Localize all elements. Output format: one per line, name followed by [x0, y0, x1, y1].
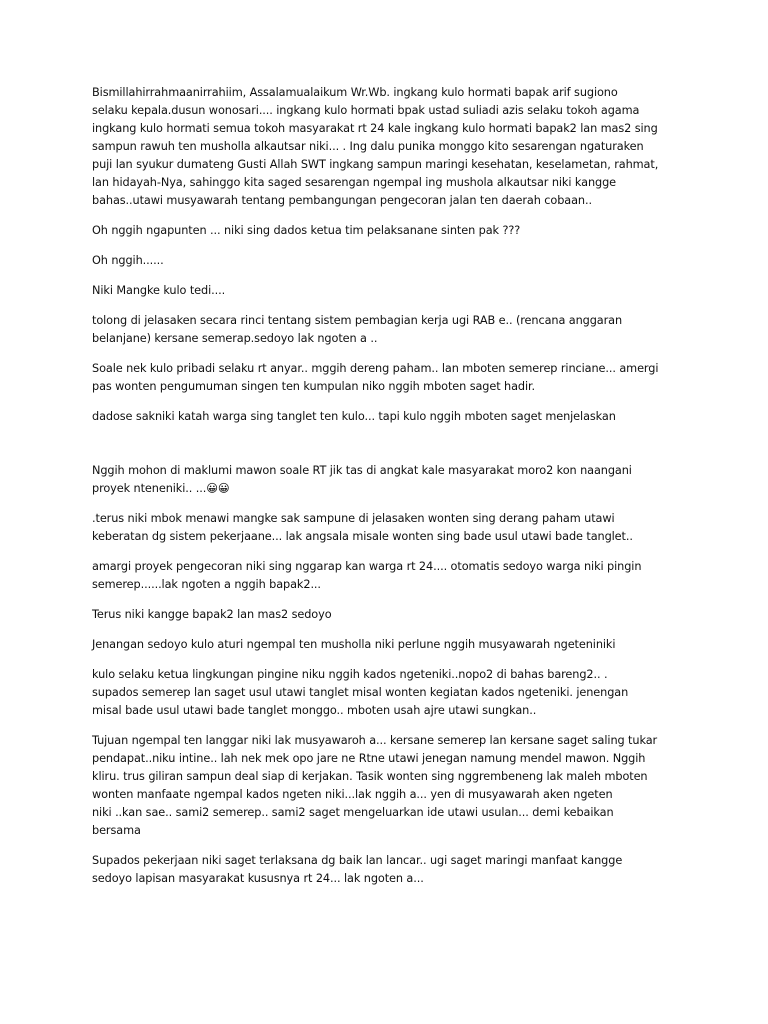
text-line: selaku kepala.dusun wonosari.... ingkang kulo hormati bpak ustad suliadi azis selaku tokoh agama [92, 104, 640, 117]
text-line: supados semerep lan saget usul utawi tanglet misal wonten kegiatan kados ngeteniki. jenengan [92, 686, 629, 699]
paragraph [92, 360, 682, 396]
paragraph [92, 558, 682, 594]
text-line: misal bade usul utawi bade tanglet monggo.. mboten usah ajre utawi sungkan.. [92, 704, 537, 717]
text-line: .terus niki mbok menawi mangke sak sampune di jelasaken wonten sing derang paham utawi [92, 512, 615, 525]
text-line: sedoyo lapisan masyarakat kususnya rt 24... lak ngoten a... [92, 872, 424, 885]
text-line: pendapat..niku intine.. lah nek mek opo jare ne Rtne utawi jenegan namung mendel mawon. Nggih [92, 752, 646, 765]
text-line: wonten manfaate ngempal kados ngeten niki...lak nggih a... yen di musyawarah aken ngeten [92, 788, 613, 801]
text-line: kulo selaku ketua lingkungan pingine niku nggih kados ngeteniki..nopo2 di bahas bareng2.. . [92, 668, 608, 681]
text-line: bersama [92, 824, 141, 837]
paragraph [92, 666, 682, 720]
paragraph [92, 732, 682, 840]
paragraph [92, 408, 682, 426]
text-line: Bismillahirrahmaanirrahiim, Assalamualaikum Wr.Wb. ingkang kulo hormati bapak arif sugiono [92, 86, 618, 99]
text-line: Soale nek kulo pribadi selaku rt anyar.. mggih dereng paham.. lan mboten semerep rinciane... amergi [92, 362, 659, 375]
text-line: ingkang kulo hormati semua tokoh masyarakat rt 24 kale ingkang kulo hormati bapak2 lan mas2 sing [92, 122, 658, 135]
paragraph [92, 510, 682, 546]
text-line: bahas..utawi musyawarah tentang pembangungan pengecoran jalan ten daerah cobaan.. [92, 194, 592, 207]
text-line: proyek nteneniki.. ...😀😀 [92, 482, 230, 495]
text-line: belanjane) kersane semerap.sedoyo lak ngoten a .. [92, 332, 378, 345]
text-line: pas wonten pengumuman singen ten kumpulan niko nggih mboten saget hadir. [92, 380, 536, 393]
paragraph [92, 462, 682, 498]
text-line: tolong di jelasaken secara rinci tentang sistem pembagian kerja ugi RAB e.. (rencana anggaran [92, 314, 623, 327]
paragraph [92, 252, 682, 270]
text-line: Supados pekerjaan niki saget terlaksana dg baik lan lancar.. ugi saget maringi manfaat kangge [92, 854, 623, 867]
paragraph [92, 84, 682, 210]
text-line: niki ..kan sae.. sami2 semerep.. sami2 saget mengeluarkan ide utawi usulan... demi kebaikan [92, 806, 614, 819]
paragraph [92, 606, 682, 624]
text-line: kliru. trus giliran sampun deal siap di kerjakan. Tasik wonten sing nggrembeneng lak maleh mboten [92, 770, 648, 783]
text-line: dadose sakniki katah warga sing tanglet ten kulo... tapi kulo nggih mboten saget menjelaskan [92, 410, 616, 423]
paragraph [92, 636, 682, 654]
paragraph [92, 282, 682, 300]
paragraph [92, 852, 682, 888]
text-line: Tujuan ngempal ten langgar niki lak musyawaroh a... kersane semerep lan kersane saget saling tukar [92, 734, 658, 747]
text-line: Terus niki kangge bapak2 lan mas2 sedoyo [92, 608, 332, 621]
paragraph [92, 222, 682, 240]
text-line: puji lan syukur dumateng Gusti Allah SWT ingkang sampun maringi kesehatan, keselametan, rahmat, [92, 158, 659, 171]
text-line: lan hidayah-Nya, sahinggo kita saged sesarengan ngempal ing mushola alkautsar niki kangge [92, 176, 617, 189]
text-line: Nggih mohon di maklumi mawon soale RT jik tas di angkat kale masyarakat moro2 kon naangani [92, 464, 632, 477]
text-line: Oh nggih ngapunten ... niki sing dados ketua tim pelaksanane sinten pak ??? [92, 224, 521, 237]
paragraph [92, 312, 682, 348]
text-line: amargi proyek pengecoran niki sing nggarap kan warga rt 24.... otomatis sedoyo warga niki pingin [92, 560, 642, 573]
text-line: Jenangan sedoyo kulo aturi ngempal ten musholla niki perlune nggih musyawarah ngeteniniki [92, 638, 616, 651]
text-line: sampun rawuh ten musholla alkautsar niki... . Ing dalu punika monggo kito sesarengan ngaturaken [92, 140, 644, 153]
text-line: Niki Mangke kulo tedi.... [92, 284, 226, 297]
text-line: semerep......lak ngoten a nggih bapak2... [92, 578, 321, 591]
document-body [92, 84, 682, 900]
text-line: Oh nggih...... [92, 254, 164, 267]
text-line: keberatan dg sistem pekerjaane... lak angsala misale wonten sing bade usul utawi bade tanglet.. [92, 530, 633, 543]
